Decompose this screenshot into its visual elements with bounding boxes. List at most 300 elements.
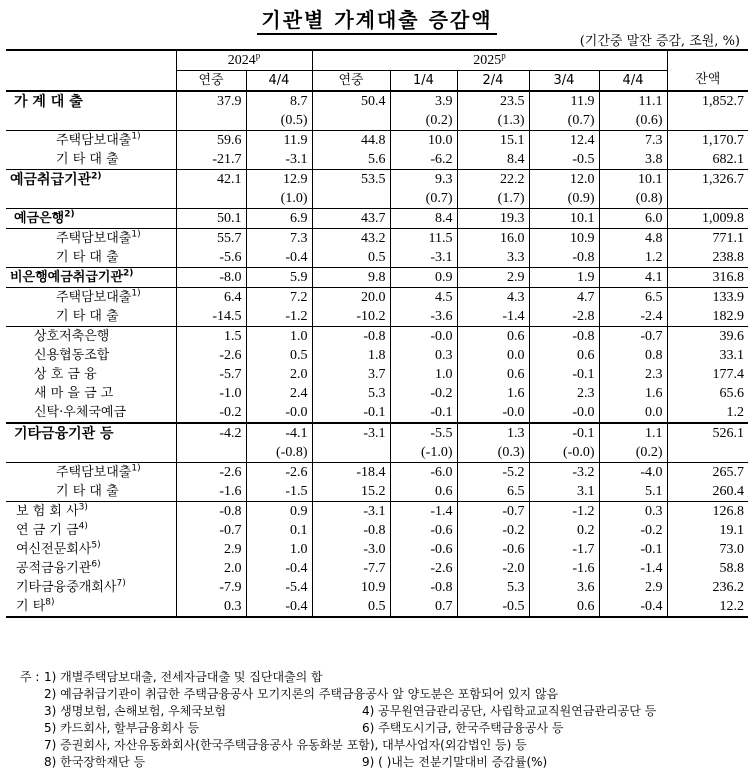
column-header: 잔액 (667, 71, 748, 92)
cell-value: -1.4 (599, 559, 667, 578)
cell-value: (0.9) (529, 189, 599, 209)
cell-value: 6.4 (176, 288, 246, 308)
row-label (6, 482, 176, 502)
cell-value: 1,326.7 (667, 170, 748, 190)
cell-value: -1.6 (176, 482, 246, 502)
cell-value: -0.1 (599, 540, 667, 559)
cell-value: 6.0 (599, 209, 667, 229)
cell-value: 10.1 (599, 170, 667, 190)
cell-value: -1.2 (246, 307, 312, 327)
cell-value: 1.0 (390, 365, 457, 384)
row-label (6, 423, 176, 443)
cell-value: (0.2) (390, 111, 457, 131)
cell-value: 0.7 (390, 597, 457, 617)
cell-value: 11.9 (529, 91, 599, 111)
year-2025-label: 2025 (473, 52, 502, 68)
cell-value: -3.1 (246, 150, 312, 170)
cell-value: 55.7 (176, 229, 246, 249)
cell-value: 0.9 (246, 502, 312, 522)
cell-value: -2.6 (176, 463, 246, 483)
cell-value: 1,009.8 (667, 209, 748, 229)
cell-value: -0.2 (599, 521, 667, 540)
unit-label: (기간중 말잔 증감, 조원, %) (579, 34, 740, 49)
table-row (6, 521, 748, 540)
note-5: 5) 카드회사, 할부금융회사 등 (44, 721, 200, 735)
row-label (6, 521, 176, 540)
cell-value: -0.7 (599, 327, 667, 347)
cell-value: 5.3 (457, 578, 529, 597)
cell-value: 9.8 (312, 268, 390, 288)
row-label (6, 559, 176, 578)
row-label (6, 248, 176, 268)
row-label (6, 189, 176, 209)
cell-value: -18.4 (312, 463, 390, 483)
cell-value: 5.1 (599, 482, 667, 502)
row-label (6, 384, 176, 403)
cell-value: -0.2 (390, 384, 457, 403)
table-row (6, 443, 748, 463)
cell-value: -0.0 (529, 403, 599, 423)
row-label-footnote: 8) (45, 597, 55, 608)
cell-value: -21.7 (176, 150, 246, 170)
cell-value: 0.2 (529, 521, 599, 540)
cell-value: 0.9 (390, 268, 457, 288)
row-label (6, 502, 176, 522)
column-header: 4/4 (599, 71, 667, 92)
cell-value: (-0.0) (529, 443, 599, 463)
household-loan-table (6, 49, 748, 618)
cell-value: 260.4 (667, 482, 748, 502)
table-row (6, 209, 748, 229)
cell-value: (-1.0) (390, 443, 457, 463)
cell-value: 265.7 (667, 463, 748, 483)
cell-value: -0.8 (390, 578, 457, 597)
cell-value: 2.3 (599, 365, 667, 384)
cell-value: 10.9 (312, 578, 390, 597)
row-label-text: 비은행예금취급기관 (10, 269, 124, 285)
cell-value: -2.8 (529, 307, 599, 327)
table-row (6, 423, 748, 443)
cell-value: -2.0 (457, 559, 529, 578)
cell-value: 44.8 (312, 131, 390, 151)
cell-value: 8.7 (246, 91, 312, 111)
cell-value: 59.6 (176, 131, 246, 151)
cell-value: 0.5 (312, 597, 390, 617)
cell-value: -0.1 (312, 403, 390, 423)
cell-value: 4.8 (599, 229, 667, 249)
table-row (6, 384, 748, 403)
table-row (6, 111, 748, 131)
cell-value: -3.0 (312, 540, 390, 559)
cell-value: -4.0 (599, 463, 667, 483)
row-label-text: 주택담보대출 (56, 464, 132, 480)
row-label-text: 신용협동조합 (34, 347, 110, 363)
cell-value: 20.0 (312, 288, 390, 308)
cell-value: 4.1 (599, 268, 667, 288)
row-label-text: 주택담보대출 (56, 289, 132, 305)
cell-value: 1.5 (176, 327, 246, 347)
cell-value: 4.3 (457, 288, 529, 308)
cell-value: 6.9 (246, 209, 312, 229)
cell-value: 2.9 (176, 540, 246, 559)
header-year-2024 (176, 50, 312, 71)
row-label-text: 기타금융중개회사 (16, 579, 117, 595)
cell-value: -5.4 (246, 578, 312, 597)
cell-value: -0.8 (529, 248, 599, 268)
cell-value: 12.0 (529, 170, 599, 190)
cell-value: 182.9 (667, 307, 748, 327)
cell-value (312, 189, 390, 209)
cell-value: 177.4 (667, 365, 748, 384)
cell-value: 0.6 (529, 346, 599, 365)
cell-value: 10.1 (529, 209, 599, 229)
row-label (6, 170, 176, 190)
table-row (6, 346, 748, 365)
cell-value: 58.8 (667, 559, 748, 578)
cell-value: -0.4 (246, 248, 312, 268)
row-label (6, 288, 176, 308)
cell-value: -1.4 (457, 307, 529, 327)
cell-value: -0.0 (390, 327, 457, 347)
cell-value: 1.1 (599, 423, 667, 443)
row-label-footnote: 1) (131, 463, 141, 474)
cell-value: (1.7) (457, 189, 529, 209)
cell-value: -2.6 (390, 559, 457, 578)
table-row (6, 597, 748, 617)
cell-value: -1.7 (529, 540, 599, 559)
row-label (6, 365, 176, 384)
row-label-text: 예금은행 (14, 210, 65, 226)
cell-value: -0.5 (457, 597, 529, 617)
row-label-text: 기타금융기관 등 (14, 425, 114, 442)
cell-value: 4.5 (390, 288, 457, 308)
table-row (6, 170, 748, 190)
table-row (6, 403, 748, 423)
column-header: 연중 (312, 71, 390, 92)
column-header: 4/4 (246, 71, 312, 92)
cell-value: 2.0 (246, 365, 312, 384)
cell-value: 0.1 (246, 521, 312, 540)
cell-value: (0.3) (457, 443, 529, 463)
cell-value: -4.2 (176, 423, 246, 443)
cell-value (667, 189, 748, 209)
cell-value: 23.5 (457, 91, 529, 111)
cell-value: 15.1 (457, 131, 529, 151)
cell-value: -0.6 (390, 521, 457, 540)
row-label-footnote: 7) (116, 578, 126, 589)
cell-value: 526.1 (667, 423, 748, 443)
cell-value: 3.3 (457, 248, 529, 268)
cell-value: 6.5 (457, 482, 529, 502)
cell-value (176, 189, 246, 209)
cell-value: 50.1 (176, 209, 246, 229)
cell-value: -6.0 (390, 463, 457, 483)
table-row (6, 327, 748, 347)
cell-value: 126.8 (667, 502, 748, 522)
column-header: 2/4 (457, 71, 529, 92)
table-row (6, 288, 748, 308)
row-label (6, 307, 176, 327)
year-2024-label: 2024 (227, 52, 256, 68)
row-label (6, 463, 176, 483)
cell-value: 0.3 (599, 502, 667, 522)
row-label (6, 443, 176, 463)
cell-value: -0.6 (457, 540, 529, 559)
cell-value: 12.2 (667, 597, 748, 617)
cell-value: 0.5 (312, 248, 390, 268)
row-label (6, 150, 176, 170)
cell-value: 0.6 (390, 482, 457, 502)
cell-value: 65.6 (667, 384, 748, 403)
cell-value: 0.6 (457, 327, 529, 347)
row-label-text: 예금취급기관 (10, 171, 92, 188)
row-label-footnote: 1) (131, 229, 141, 240)
cell-value: -1.5 (246, 482, 312, 502)
cell-value: -14.5 (176, 307, 246, 327)
row-label (6, 209, 176, 229)
row-label-text: 공적금융기관 (16, 560, 92, 576)
cell-value: 33.1 (667, 346, 748, 365)
cell-value: -0.1 (529, 365, 599, 384)
cell-value: 10.0 (390, 131, 457, 151)
cell-value: 2.0 (176, 559, 246, 578)
cell-value: 0.0 (599, 403, 667, 423)
table-row (6, 268, 748, 288)
note-6: 6) 주택도시기금, 한국주택금융공사 등 (362, 721, 564, 735)
cell-value: -1.0 (176, 384, 246, 403)
row-label (6, 229, 176, 249)
cell-value: 10.9 (529, 229, 599, 249)
cell-value: 236.2 (667, 578, 748, 597)
cell-value: (0.7) (390, 189, 457, 209)
table-row (6, 248, 748, 268)
cell-value: -0.8 (312, 327, 390, 347)
cell-value: 1.8 (312, 346, 390, 365)
note-7: 7) 증권회사, 자산유동화회사(한국주택금융공사 유동화분 포함), 대부사업자(외감법인 등) 등 (44, 738, 527, 752)
row-label-text: 기 타 대 출 (56, 308, 119, 324)
footnotes (20, 669, 750, 771)
cell-value: 11.1 (599, 91, 667, 111)
cell-value: 3.6 (529, 578, 599, 597)
row-label-text: 주택담보대출 (56, 132, 132, 148)
cell-value: -0.1 (529, 423, 599, 443)
cell-value: (1.0) (246, 189, 312, 209)
cell-value: 2.3 (529, 384, 599, 403)
cell-value: 12.9 (246, 170, 312, 190)
row-label (6, 91, 176, 111)
cell-value: 7.3 (246, 229, 312, 249)
table-row (6, 189, 748, 209)
cell-value: -3.2 (529, 463, 599, 483)
cell-value: 1.6 (457, 384, 529, 403)
cell-value (312, 111, 390, 131)
cell-value: 43.2 (312, 229, 390, 249)
cell-value: -7.7 (312, 559, 390, 578)
cell-value: -4.1 (246, 423, 312, 443)
cell-value: 0.6 (529, 597, 599, 617)
cell-value: 1.3 (457, 423, 529, 443)
cell-value (176, 111, 246, 131)
row-label-footnote: 1) (131, 288, 141, 299)
cell-value: -3.1 (312, 502, 390, 522)
cell-value: (-0.8) (246, 443, 312, 463)
cell-value: 1,170.7 (667, 131, 748, 151)
row-label-footnote: 6) (91, 559, 101, 570)
row-label-text: 여신전문회사 (16, 541, 92, 557)
table-row (6, 150, 748, 170)
cell-value: 8.4 (457, 150, 529, 170)
row-label (6, 131, 176, 151)
row-label-text: 새 마 을 금 고 (34, 385, 114, 401)
note-8: 8) 한국장학재단 등 (44, 755, 146, 769)
table-row (6, 307, 748, 327)
cell-value: 0.3 (176, 597, 246, 617)
cell-value: -5.5 (390, 423, 457, 443)
table-row (6, 559, 748, 578)
cell-value: -1.2 (529, 502, 599, 522)
cell-value: -6.2 (390, 150, 457, 170)
cell-value: 3.8 (599, 150, 667, 170)
cell-value: 7.3 (599, 131, 667, 151)
header-year-2025 (312, 50, 667, 71)
row-label-footnote: 2) (64, 209, 75, 220)
cell-value: 12.4 (529, 131, 599, 151)
row-label-text: 보 험 회 사 (16, 503, 79, 519)
cell-value: 39.6 (667, 327, 748, 347)
cell-value: 1.0 (246, 327, 312, 347)
cell-value: 19.3 (457, 209, 529, 229)
cell-value: -0.0 (457, 403, 529, 423)
cell-value: 2.9 (457, 268, 529, 288)
cell-value: -3.1 (312, 423, 390, 443)
row-label-text: 상호저축은행 (34, 328, 110, 344)
cell-value: 4.7 (529, 288, 599, 308)
row-label-footnote: 5) (91, 540, 101, 551)
cell-value: -1.4 (390, 502, 457, 522)
cell-value: 22.2 (457, 170, 529, 190)
note-3: 3) 생명보험, 손해보험, 우체국보험 (44, 704, 227, 718)
cell-value: 42.1 (176, 170, 246, 190)
row-label-footnote: 2) (123, 268, 134, 279)
row-label-footnote: 1) (131, 131, 141, 142)
cell-value: 53.5 (312, 170, 390, 190)
cell-value: 3.1 (529, 482, 599, 502)
row-label-text: 기 타 대 출 (56, 151, 119, 167)
cell-value: -1.6 (529, 559, 599, 578)
cell-value: -0.1 (390, 403, 457, 423)
table-row (6, 540, 748, 559)
cell-value: -0.4 (599, 597, 667, 617)
row-label-text: 신탁·우체국예금 (34, 404, 127, 420)
table-row (6, 131, 748, 151)
cell-value: 5.3 (312, 384, 390, 403)
cell-value: 238.8 (667, 248, 748, 268)
cell-value: -5.6 (176, 248, 246, 268)
cell-value: 3.9 (390, 91, 457, 111)
cell-value: -2.6 (176, 346, 246, 365)
cell-value: 2.9 (599, 578, 667, 597)
column-header: 1/4 (390, 71, 457, 92)
cell-value: 0.8 (599, 346, 667, 365)
cell-value: (0.8) (599, 189, 667, 209)
cell-value: 1.6 (599, 384, 667, 403)
row-label-text: 기 타 (16, 598, 46, 614)
cell-value: 7.2 (246, 288, 312, 308)
cell-value: 43.7 (312, 209, 390, 229)
cell-value: 133.9 (667, 288, 748, 308)
cell-value: 11.5 (390, 229, 457, 249)
cell-value: 3.7 (312, 365, 390, 384)
cell-value: -0.6 (390, 540, 457, 559)
header-row-years (6, 50, 748, 71)
cell-value: 9.3 (390, 170, 457, 190)
cell-value (667, 111, 748, 131)
cell-value: 2.4 (246, 384, 312, 403)
table-row (6, 463, 748, 483)
row-label (6, 327, 176, 347)
row-label (6, 540, 176, 559)
cell-value: 0.5 (246, 346, 312, 365)
row-label-footnote: 3) (78, 502, 88, 513)
cell-value: -0.7 (457, 502, 529, 522)
cell-value: 771.1 (667, 229, 748, 249)
cell-value: -0.2 (176, 403, 246, 423)
table-row (6, 229, 748, 249)
cell-value: 682.1 (667, 150, 748, 170)
cell-value: -2.6 (246, 463, 312, 483)
cell-value: 19.1 (667, 521, 748, 540)
cell-value: 1.2 (599, 248, 667, 268)
header-balance-top (667, 50, 748, 71)
row-label-text: 주택담보대출 (56, 230, 132, 246)
page-title: 기관별 가계대출 증감액 (0, 4, 754, 33)
header-corner (6, 50, 176, 91)
year-2024-sup: p (255, 50, 261, 60)
table-row (6, 91, 748, 111)
year-2025-sup: p (501, 50, 506, 60)
row-label-text: 기 타 대 출 (56, 483, 119, 499)
row-label (6, 578, 176, 597)
cell-value: -0.5 (529, 150, 599, 170)
row-label (6, 268, 176, 288)
cell-value (667, 443, 748, 463)
row-label (6, 111, 176, 131)
table-row (6, 502, 748, 522)
row-label-text: 상 호 금 융 (34, 366, 97, 382)
cell-value: -10.2 (312, 307, 390, 327)
cell-value: (1.3) (457, 111, 529, 131)
cell-value: 0.6 (457, 365, 529, 384)
cell-value: (0.5) (246, 111, 312, 131)
cell-value: (0.7) (529, 111, 599, 131)
column-header: 연중 (176, 71, 246, 92)
row-label (6, 403, 176, 423)
cell-value: -2.4 (599, 307, 667, 327)
row-label-text: 가 계 대 출 (14, 93, 83, 110)
cell-value: 1.9 (529, 268, 599, 288)
cell-value (176, 443, 246, 463)
row-label (6, 597, 176, 617)
cell-value: 5.6 (312, 150, 390, 170)
cell-value: 50.4 (312, 91, 390, 111)
cell-value: -0.8 (312, 521, 390, 540)
cell-value: 8.4 (390, 209, 457, 229)
cell-value: -7.9 (176, 578, 246, 597)
table-row (6, 365, 748, 384)
cell-value: -5.7 (176, 365, 246, 384)
cell-value: -0.0 (246, 403, 312, 423)
row-label-text: 기 타 대 출 (56, 249, 119, 265)
